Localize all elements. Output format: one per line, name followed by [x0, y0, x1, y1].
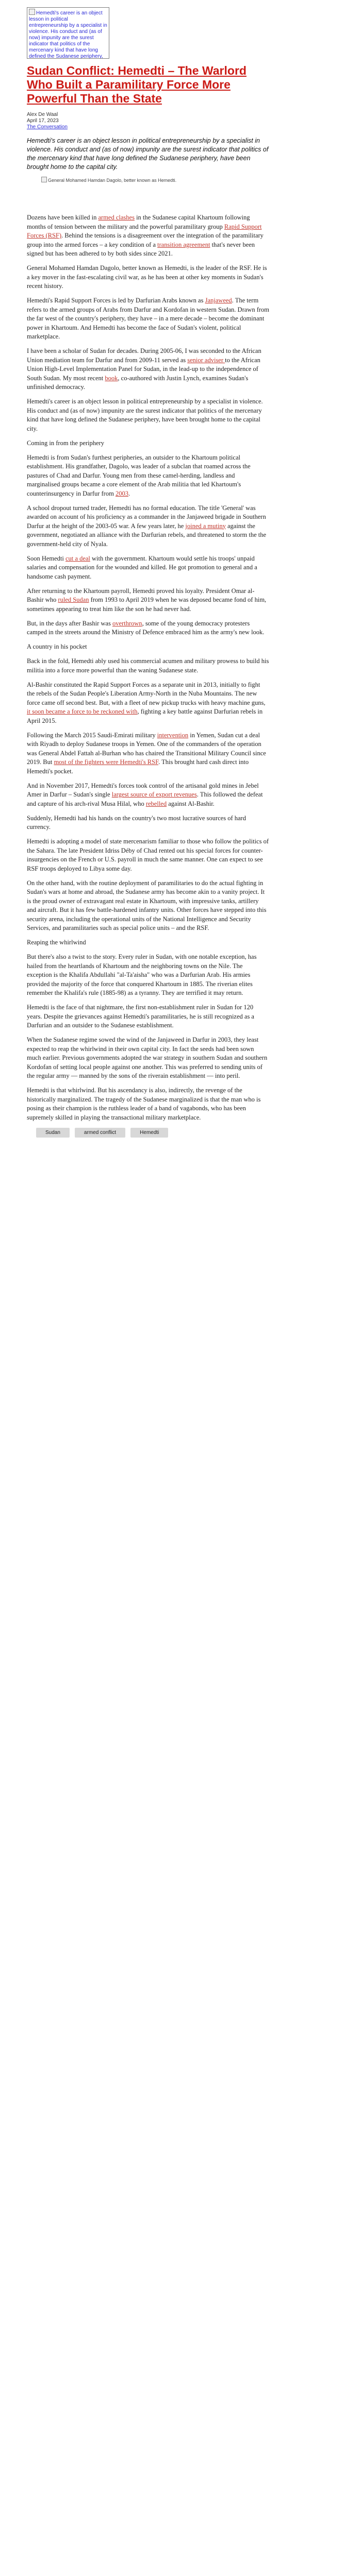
section-heading: Coming in from the periphery [27, 439, 104, 447]
publish-date: April 17, 2023 [27, 118, 59, 124]
link-2003[interactable]: 2003 [115, 489, 128, 497]
article-body [27, 213, 269, 1122]
broken-image-icon [41, 177, 47, 182]
paragraph: Al-Bashir constituted the Rapid Support Forces as a separate unit in 2013, initially to fight the rebels of the Sudan People's Liberation Army-North in the Nuba Mountains. The new force came off second best. But, with a fleet of new pickup trucks with heavy machine guns, it soon became a force to be reckoned with, fighting a key battle against Darfurian rebels in April 2015. [27, 681, 266, 724]
link-book[interactable]: book [105, 374, 118, 382]
link-overthrown[interactable]: overthrown [112, 619, 142, 627]
link-transition-agreement[interactable]: transition agreement [157, 241, 210, 248]
paragraph: Hemedti is that whirlwind. But his ascendancy is also, indirectly, the revenge of the historically marginalized. The tragedy of the Sudanese marginalized is that the man who is posing as their champion is the ruthless leader of a band of vagabonds, who has been supremely skilled in playing the transactional military marketplace. [27, 1087, 261, 1121]
paragraph: Back in the fold, Hemedti ably used his commercial acumen and military prowess to build his militia into a force more powerful than the waning Sudanese state. [27, 657, 269, 674]
article-meta [27, 112, 269, 130]
link-ruled-sudan[interactable]: ruled Sudan [58, 596, 89, 603]
paragraph: Hemedti is adopting a model of state mercenarism familiar to those who follow the politics of the Sahara. The late President Idriss Déby of Chad rented out his special forces for counter-insurgencies on the French or U.S. payroll in much the same manner. One can expect to see RSF troops deployed to Libya some day. [27, 838, 269, 872]
paragraph: Hemedti's Rapid Support Forces is led by Darfurian Arabs known as Janjaweed. The term refers to the armed groups of Arabs from Darfur and Kordofan in western Sudan. Drawn from the far west of the country's periphery, they have – in a mere decade – become the dominant power in Khartoum. And Hemedti has become the face of Sudan's violent, political marketplace. [27, 297, 269, 340]
paragraph: Dozens have been killed in armed clashes in the Sudanese capital Khartoum following months of tension between the military and the powerful paramilitary group Rapid Support Forces (RSF). Behind the tensions is a disagreement over the integration of the paramilitary group into the armed forces – a key condition of a transition agreement that's never been signed but has been adhered to by both sides since 2021. [27, 214, 264, 257]
source-link[interactable]: The Conversation [27, 124, 68, 130]
paragraph: But there's also a twist to the story. Every ruler in Sudan, with one notable exception, has hailed from the heartlands of Khartoum and the neighboring towns on the Nile. The exception is the Khalifa Abdullahi "al-Ta'aisha" who was a Darfurian Arab. His armies provided the majority of the force that conquered Khartoum in 1885. The riverian elites remember the Khalifa's rule (1885-98) as a tyranny. They are terrified it may return. [27, 953, 257, 996]
tag-armed-conflict[interactable]: armed conflict [75, 1128, 125, 1138]
lead-paragraph: Hemedti's career is an object lesson in political entrepreneurship by a specialist in violence. His conduct and (as of now) impunity are the surest indicator that politics of the mercenary kind that have long defined the Sudanese periphery, have been brought home to the capital city. [27, 137, 269, 171]
paragraph: On the other hand, with the routine deployment of paramilitaries to do the actual fighting in Sudan's wars at home and abroad, the Sudanese army has become akin to a vanity project. It is the proud owner of extravagant real estate in Khartoum, with impressive tanks, artillery and aircraft. But it has few battle-hardened infantry units. Other forces have stepped into this security arena, including the operational units of the National Intelligence and Security Services, and paramilitaries such as special police units – and the RSF. [27, 879, 267, 931]
paragraph: Hemedti is the face of that nightmare, the first non-establishment ruler in Sudan for 120 years. Despite the grievances against Hemedti's paramilitaries, he is still recognized as a Darfurian and an outsider to the Sudanese establishment. [27, 1004, 254, 1029]
section-heading: Reaping the whirlwind [27, 939, 86, 946]
tag-hemedti[interactable]: Hemedti [130, 1128, 168, 1138]
paragraph: General Mohamed Hamdan Dagolo, better known as Hemedti, is the leader of the RSF. He is a key mover in the fast-escalating civil war, as he has been at other key moments in Sudan's recent history. [27, 264, 267, 290]
article-container [27, 7, 269, 1138]
link-cut-a-deal[interactable]: cut a deal [65, 554, 90, 562]
paragraph: And in November 2017, Hemedti's forces took control of the artisanal gold mines in Jebel Amer in Darfur – Sudan's single largest source of export revenues. This followed the defeat and capture of his arch-rival Musa Hilal, who rebelled against Al-Bashir. [27, 782, 263, 807]
paragraph: Hemedti is from Sudan's furthest peripheries, an outsider to the Khartoum political establishment. His grandfather, Dagolo, was leader of a subclan that roamed across the pastures of Chad and Darfur. Young men from these camel-herding, landless and marginalised groups became a core element of the Arab militia that led Khartoum's counterinsurgency in Darfur from 2003. [27, 453, 251, 497]
paragraph: Soon Hemedti cut a deal with the government. Khartoum would settle his troops' unpaid salaries and compensation for the wounded and killed. He got promotion to general and a handsome cash payment. [27, 554, 257, 580]
link-armed-clashes[interactable]: armed clashes [98, 214, 135, 221]
link-intervention[interactable]: intervention [157, 731, 189, 739]
paragraph: But, in the days after Bashir was overthrown, some of the young democracy protesters camped in the streets around the Ministry of Defence embraced him as the army's new look. [27, 619, 265, 636]
hero-image-broken [27, 7, 109, 59]
paragraph: Hemedti's career is an object lesson in political entrepreneurship by a specialist in violence. His conduct and (as of now) impunity are the surest indicator that politics of the mercenary kind that have long defined the Sudanese periphery, have been brought home to the capital city. [27, 398, 263, 432]
link-most-fighters[interactable]: most of the fighters were Hemedti's RSF [54, 758, 159, 766]
broken-image-icon [29, 9, 35, 15]
paragraph: After returning to the Khartoum payroll, Hemedti proved his loyalty. President Omar al-Bashir who ruled Sudan from 1993 to April 2019 when he was deposed became fond of him, sometimes appearing to treat him like the son he had never had. [27, 587, 267, 613]
link-joined-mutiny[interactable]: joined a mutiny [185, 522, 226, 530]
paragraph: When the Sudanese regime sowed the wind of the Janjaweed in Darfur in 2003, they least expected to reap the whirlwind in their own capital city. In fact the seeds had been sown much earlier. Previous governments adopted the war strategy in southern Sudan and southern Kordofan of setting local people against one another. This was preferred to sending units of the regular army — manned by the sons of the riverain establishment — into peril. [27, 1036, 268, 1079]
link-senior-adviser[interactable]: senior adviser [187, 356, 225, 364]
paragraph: A school dropout turned trader, Hemedti has no formal education. The title 'General' was awarded on account of his proficiency as a commander in the Janjaweed brigade in Southern Darfur at the height of the 2003-05 war. A few years later, he joined a mutiny against the government, negotiated an alliance with the Darfurian rebels, and threatened to storm the the government-held city of Nyala. [27, 504, 267, 548]
hero-image-alt-text: Hemedti's career is an object lesson in political entrepreneurship by a specialist in violence. His conduct and (as of now) impunity are the surest indicator that politics of the mercenary kind that have long defined the Sudanese periphery, [29, 10, 107, 59]
paragraph: I have been a scholar of Sudan for decades. During 2005-06, I was seconded to the African Union mediation team for Darfur and from 2009-11 served as senior adviser to the African Union High-Level Implementation Panel for Sudan, in the lead-up to the independence of South Sudan. My most recent book, co-authored with Justin Lynch, examines Sudan's unfinished democracy. [27, 347, 261, 391]
link-rebelled[interactable]: rebelled [145, 800, 167, 807]
paragraph: Following the March 2015 Saudi-Emirati military intervention in Yemen, Sudan cut a deal with Riyadh to deploy Sudanese troops in Yemen. One of the commanders of the operation was General Abdel Fattah al-Burhan who has chaired the Transitional Military Council since 2019. But most of the fighters were Hemedti's RSF. This brought hard cash direct into Hemedti's pocket. [27, 731, 266, 775]
article-title[interactable]: Sudan Conflict: Hemedti – The Warlord Who Built a Paramilitary Force More Powerful Than the State [27, 64, 247, 105]
section-heading: A country in his pocket [27, 643, 87, 650]
paragraph: Suddenly, Hemedti had his hands on the country's two most lucrative sources of hard currency. [27, 814, 246, 831]
figure-caption [27, 177, 269, 183]
tag-list [27, 1128, 269, 1138]
figure-caption-text: General Mohamed Hamdan Dagolo, better known as Hemedti. [48, 178, 177, 183]
link-export-revenues[interactable]: largest source of export revenues [111, 791, 197, 798]
author: Alex De Waal [27, 112, 58, 117]
tag-sudan[interactable]: Sudan [36, 1128, 70, 1138]
link-janjaweed[interactable]: Janjaweed [205, 297, 232, 304]
link-force-to-be-reckoned[interactable]: it soon became a force to be reckoned with [27, 708, 138, 715]
link-rsf[interactable]: Rapid Support Forces (RSF) [27, 223, 262, 239]
